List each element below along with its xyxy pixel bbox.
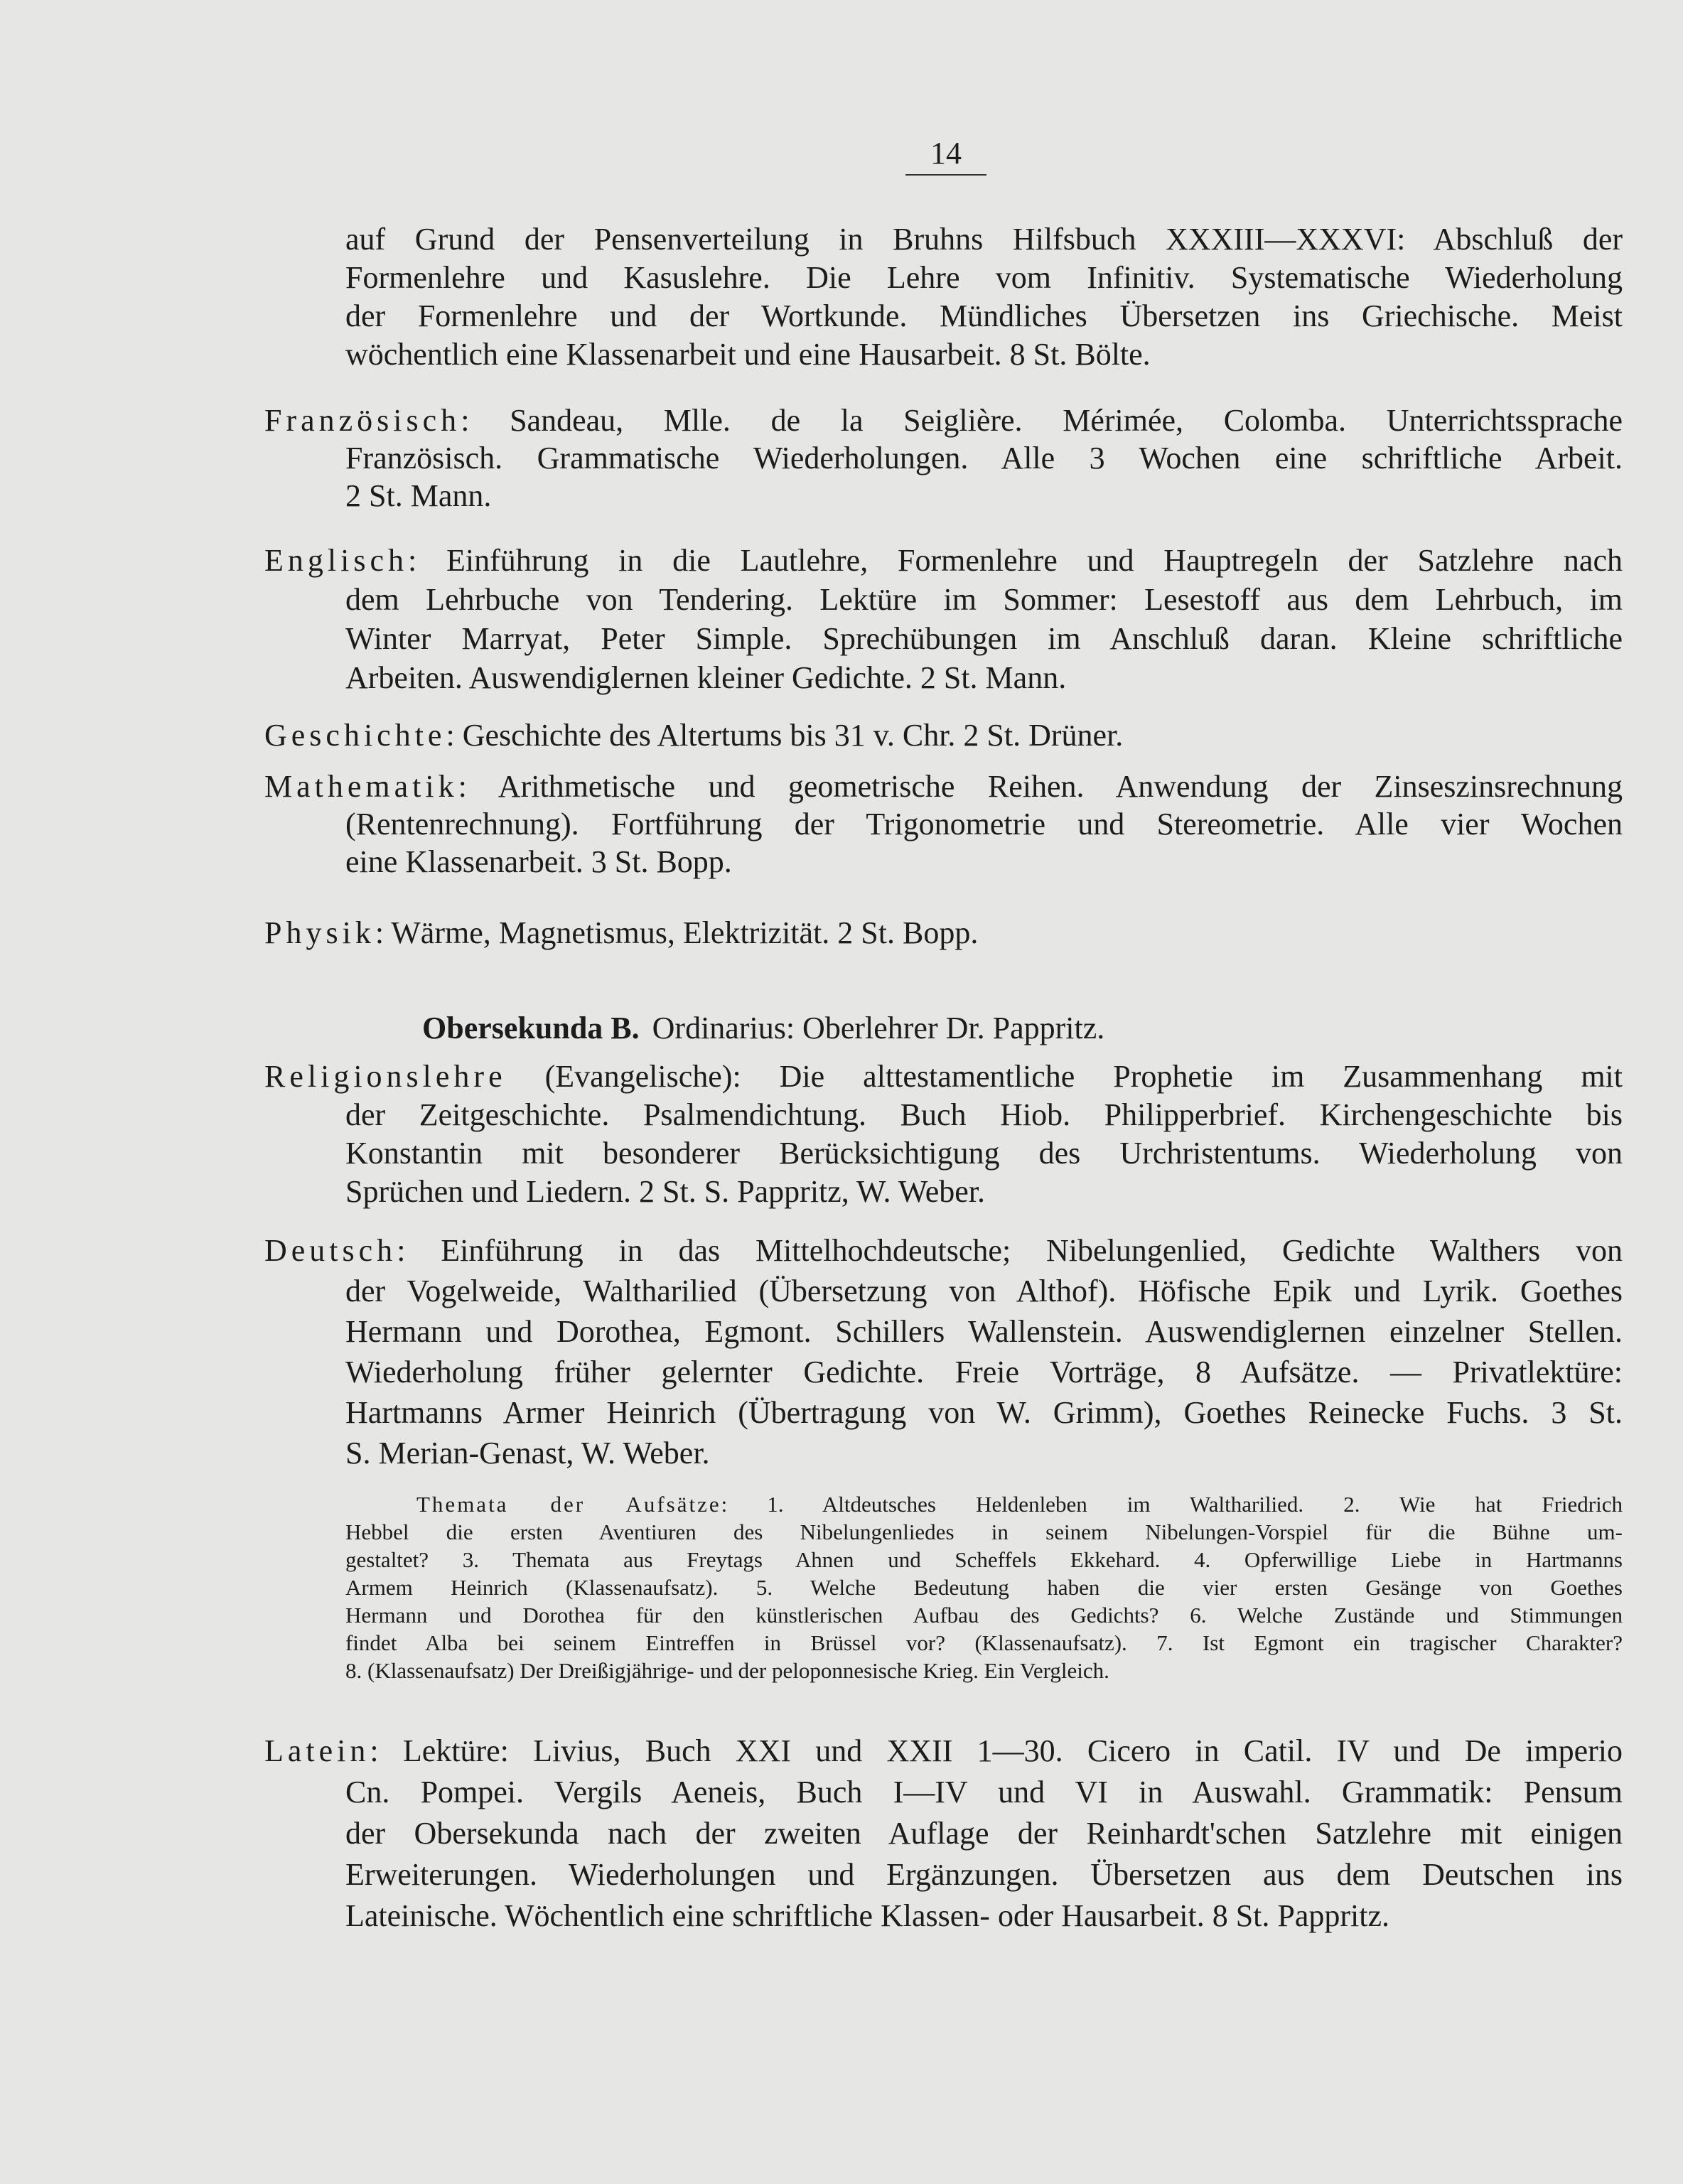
text-line <box>264 1230 1623 1271</box>
line-text: : Geschichte des Altertums bis 31 v. Chr. 2 St. Drüner. <box>446 718 1124 753</box>
p-deutsch <box>264 1230 1623 1473</box>
section-ordinarius: Ordinarius: Oberlehrer Dr. Pappritz. <box>652 1011 1105 1045</box>
line-text: Wiederholung früher gelernter Gedichte. Freie Vorträge, 8 Aufsätze. — Privatlektüre: <box>345 1355 1623 1389</box>
text-line <box>345 477 1623 515</box>
text-line <box>264 1731 1623 1772</box>
section-heading <box>422 1010 1104 1046</box>
line-text: der Vogelweide, Waltharilied (Übersetzung von Althof). Höfische Epik und Lyrik. Goethes <box>345 1274 1623 1308</box>
p-mathematik <box>264 768 1623 881</box>
p-latein <box>264 1731 1623 1937</box>
text-line <box>345 1352 1623 1392</box>
line-text: : Wärme, Magnetismus, Elektrizität. 2 St. Bopp. <box>375 915 979 950</box>
line-text: findet Alba bei seinem Eintreffen in Brüssel vor? (Klassenaufsatz). 7. Ist Egmont ein tragischer Charakter? <box>345 1630 1623 1655</box>
text-line <box>345 1433 1623 1473</box>
text-line <box>345 619 1623 658</box>
text-line <box>345 439 1623 477</box>
text-line <box>345 1173 1623 1211</box>
text-line <box>345 1813 1623 1854</box>
text-line <box>416 1490 1623 1518</box>
line-text: Lateinische. Wöchentlich eine schriftliche Klassen- oder Hausarbeit. 8 St. Pappritz. <box>345 1898 1390 1933</box>
text-line <box>345 1854 1623 1895</box>
text-line <box>345 1096 1623 1134</box>
subject-label: Mathematik <box>264 769 458 804</box>
subject-label: Religionslehre <box>264 1059 507 1094</box>
text-line <box>345 843 1623 881</box>
p-physik <box>264 914 1623 952</box>
p-griechisch <box>345 220 1623 374</box>
line-text: Erweiterungen. Wiederholungen und Ergänzungen. Übersetzen aus dem Deutschen ins <box>345 1857 1623 1892</box>
text-line <box>264 914 1623 952</box>
line-text: Hermann und Dorothea für den künstlerischen Aufbau des Gedichts? 6. Welche Zustände und Stimmungen <box>345 1603 1623 1628</box>
line-text: der Formenlehre und der Wortkunde. Mündliches Übersetzen ins Griechische. Meist <box>345 298 1623 333</box>
text-line <box>345 805 1623 843</box>
text-line <box>264 541 1623 580</box>
subject-label: Themata der Aufsätze <box>416 1492 721 1517</box>
line-text: : Sandeau, Mlle. de la Seiglière. Mérimée, Colomba. Unterrichtssprache <box>461 403 1623 438</box>
p-themata <box>345 1490 1623 1684</box>
line-text: Hartmanns Armer Heinrich (Übertragung von W. Grimm), Goethes Reinecke Fuchs. 3 St. <box>345 1395 1623 1430</box>
line-text: : Einführung in das Mittelhochdeutsche; Nibelungenlied, Gedichte Walthers von <box>397 1233 1623 1268</box>
line-text: der Obersekunda nach der zweiten Auflage der Reinhardt'schen Satzlehre mit einigen <box>345 1816 1623 1851</box>
text-line <box>345 1657 1623 1684</box>
line-text: Hermann und Dorothea, Egmont. Schillers Wallenstein. Auswendiglernen einzelner Stellen. <box>345 1314 1623 1349</box>
line-text: (Rentenrechnung). Fortführung der Trigonometrie und Stereometrie. Alle vier Wochen <box>345 807 1623 841</box>
subject-label: Geschichte <box>264 718 446 753</box>
text-line <box>345 259 1623 297</box>
line-text: Sprüchen und Liedern. 2 St. S. Pappritz, W. Weber. <box>345 1174 985 1209</box>
text-line <box>345 658 1623 697</box>
subject-label: Physik <box>264 915 375 950</box>
line-text: Winter Marryat, Peter Simple. Sprechübungen im Anschluß daran. Kleine schriftliche <box>345 621 1623 656</box>
line-text: S. Merian-Genast, W. Weber. <box>345 1436 710 1470</box>
text-line <box>345 580 1623 619</box>
subject-label: Latein <box>264 1733 370 1768</box>
text-line <box>345 1271 1623 1311</box>
page-number: 14 <box>905 135 986 176</box>
line-text: 2 St. Mann. <box>345 478 492 513</box>
line-text: Armem Heinrich (Klassenaufsatz). 5. Welche Bedeutung haben die vier ersten Gesänge von Goethes <box>345 1575 1623 1600</box>
p-religion <box>264 1058 1623 1211</box>
text-line <box>345 220 1623 259</box>
p-geschichte <box>264 716 1623 755</box>
line-text: Formenlehre und Kasuslehre. Die Lehre vom Infinitiv. Systematische Wiederholung <box>345 260 1623 295</box>
line-text: (Evangelische): Die alttestamentliche Prophetie im Zusammenhang mit <box>506 1059 1623 1094</box>
p-englisch <box>264 541 1623 697</box>
line-text: 8. (Klassenaufsatz) Der Dreißigjährige- und der peloponnesische Krieg. Ein Vergleich. <box>345 1658 1109 1683</box>
text-line <box>264 402 1623 439</box>
text-line <box>345 1574 1623 1601</box>
text-line <box>264 1058 1623 1096</box>
line-text: dem Lehrbuche von Tendering. Lektüre im Sommer: Lesestoff aus dem Lehrbuch, im <box>345 582 1623 617</box>
line-text: Französisch. Grammatische Wiederholungen. Alle 3 Wochen eine schriftliche Arbeit. <box>345 441 1623 475</box>
subject-label: Englisch <box>264 543 408 578</box>
text-line <box>345 1518 1623 1546</box>
subject-label: Französisch <box>264 403 461 438</box>
text-line <box>345 1629 1623 1657</box>
text-line <box>345 1311 1623 1352</box>
line-text: auf Grund der Pensenverteilung in Bruhns Hilfsbuch XXXIII—XXXVI: Abschluß der <box>345 222 1623 257</box>
subject-label: Deutsch <box>264 1233 397 1268</box>
section-title: Obersekunda B. <box>422 1011 640 1045</box>
text-line <box>345 335 1623 374</box>
line-text: der Zeitgeschichte. Psalmendichtung. Buch Hiob. Philipperbrief. Kirchengeschichte bis <box>345 1097 1623 1132</box>
text-line <box>345 1772 1623 1813</box>
text-line <box>345 1546 1623 1574</box>
line-text: : Arithmetische und geometrische Reihen. Anwendung der Zinseszinsrechnung <box>458 769 1623 804</box>
text-line <box>345 1895 1623 1937</box>
p-franzoesisch <box>264 402 1623 515</box>
line-text: eine Klassenarbeit. 3 St. Bopp. <box>345 844 732 879</box>
line-text: : 1. Altdeutsches Heldenleben im Waltharilied. 2. Wie hat Friedrich <box>721 1492 1623 1517</box>
text-line <box>264 716 1623 755</box>
text-line <box>345 1134 1623 1173</box>
text-line <box>345 297 1623 335</box>
line-text: Hebbel die ersten Aventiuren des Nibelungenliedes in seinem Nibelungen-Vorspiel für die Bühne um- <box>345 1519 1623 1544</box>
line-text: Cn. Pompei. Vergils Aeneis, Buch I—IV und VI in Auswahl. Grammatik: Pensum <box>345 1775 1623 1809</box>
line-text: : Einführung in die Lautlehre, Formenlehre und Hauptregeln der Satzlehre nach <box>407 543 1623 578</box>
line-text: Konstantin mit besonderer Berücksichtigung des Urchristentums. Wiederholung von <box>345 1136 1623 1171</box>
text-line <box>345 1392 1623 1433</box>
line-text: gestaltet? 3. Themata aus Freytags Ahnen und Scheffels Ekkehard. 4. Opferwillige Liebe in Hartmanns <box>345 1547 1623 1572</box>
line-text: Arbeiten. Auswendiglernen kleiner Gedichte. 2 St. Mann. <box>345 660 1067 695</box>
line-text: wöchentlich eine Klassenarbeit und eine Hausarbeit. 8 St. Bölte. <box>345 337 1151 372</box>
line-text: : Lektüre: Livius, Buch XXI und XXII 1—30. Cicero in Catil. IV und De imperio <box>370 1733 1623 1768</box>
text-line <box>264 768 1623 805</box>
text-line <box>345 1601 1623 1629</box>
